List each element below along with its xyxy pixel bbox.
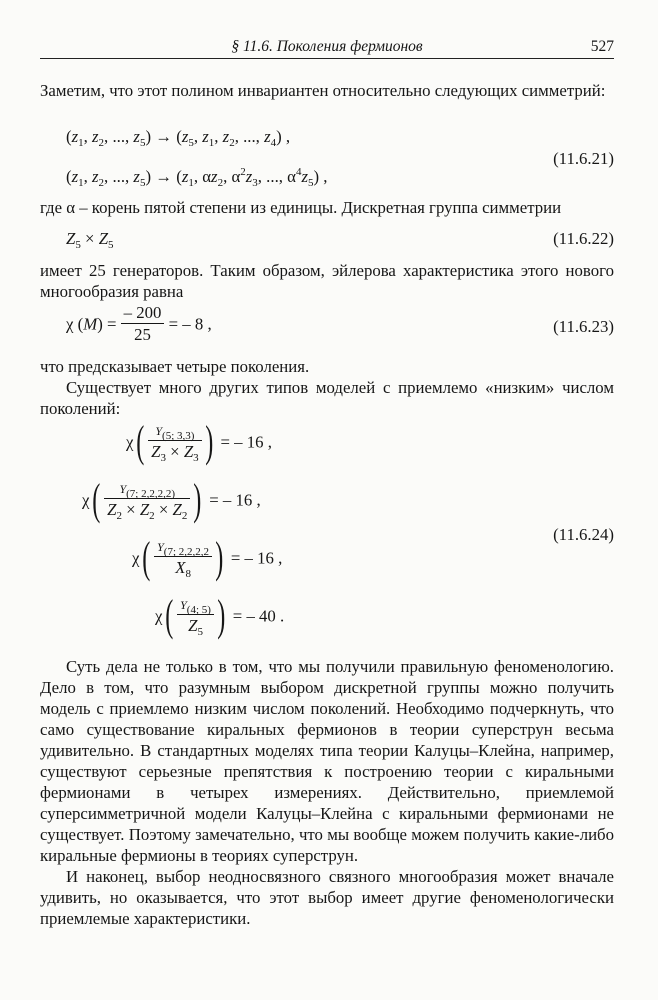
- equation-11-6-23: χ (M) = $\frac{- 200}{25}$ = – 8 ,: [66, 303, 212, 344]
- section-title: § 11.6. Поколения фермионов: [231, 38, 423, 55]
- paragraph-symmetries-intro: Заметим, что этот полином инвариантен относительно следующих симметрий:: [40, 81, 606, 100]
- equation-number-11-6-21: (11.6.21): [553, 149, 614, 168]
- equation-result: = – 16 ,: [230, 548, 283, 568]
- paragraph-euler-characteristic: имеет 25 генераторов. Таким образом, эйлерова характеристика этого нового многообразия равна: [40, 261, 614, 301]
- fraction-200-over-25: [121, 303, 165, 345]
- equation-result: = – 16 ,: [220, 432, 272, 452]
- paragraph-phenomenology: Суть дела не только в том, что мы получили правильную феноменологию. Дело в том, что разумным выбором дискретной группы можно получить модель с приемлемо низким числом поколений. Необходимо подчеркнуть, что само существование киральных фермионов в теории суперструн весьма удивительно. В стандартных моделях типа теории Калуцы–Клейна, например, существуют серьезные препятствия к построению теории с киральными фермионами в четырех измерениях. Действительно, приемлемой суперсимметричной модели Калуцы–Клейна с киральными фермионами не существует. Поэтому замечательно, что мы вообще можем получить какие-либо киральные фермионы в теориях суперструн.: [40, 657, 614, 865]
- equation-11-6-22: $Z_5 \times Z_5$: [66, 229, 114, 251]
- equation-11-6-24-line4: χ( $\frac{Y_{(4; 5)}}{Z_5}$ ) = – 40 .: [155, 591, 285, 640]
- equation-11-6-21-line2: ($z_1$, $z_2$, ..., $z_5) \to (z_1$, $\alpha z_2$, $\alpha^2z_3$, ..., $\alpha^4z_5$) ,: [66, 166, 328, 189]
- paragraph-four-generations: что предсказывает четыре поколения.: [40, 357, 310, 376]
- fraction-numerator: – 200: [123, 303, 162, 322]
- paragraph-alpha-root: где α – корень пятой степени из единицы. Дискретная группа симметрии: [40, 198, 562, 217]
- equation-11-6-21-line1: ($z_1$, $z_2$, ..., $z_5) \to (z_5$, $z_1$, $z_2$, ..., $z_4$) ,: [66, 127, 291, 149]
- equation-result: = – 40 .: [232, 606, 285, 626]
- fraction-denominator: 25: [121, 323, 165, 345]
- equation-number-11-6-23: (11.6.23): [553, 317, 614, 336]
- equation-result: = – 8 ,: [168, 314, 212, 334]
- page-number: 527: [590, 38, 614, 55]
- equation-number-11-6-24: (11.6.24): [553, 525, 614, 544]
- equation-11-6-24-line3: χ( $\frac{Y_{(7; 2,2,2,2}}{X_8}$ ) = – 16 ,: [132, 533, 283, 582]
- equation-11-6-24-line2: χ( $\frac{Y_{(7; 2,2,2,2)}}{Z_2 \times Z_2 \times Z_2}$ ) = – 16 ,: [82, 475, 261, 524]
- paragraph-other-models: Существует много других типов моделей с приемлемо «низким» числом поколений:: [40, 378, 614, 418]
- running-header: [40, 34, 614, 56]
- paragraph-conclusion: И наконец, выбор неодносвязного связного многообразия может вначале удивить, но оказывается, что этот выбор имеет другие феноменологически приемлемые характеристики.: [40, 867, 614, 928]
- equation-number-11-6-22: (11.6.22): [553, 229, 614, 248]
- header-rule: [40, 58, 614, 59]
- equation-11-6-24-line1: χ( $\frac{Y_{(5; 3,3)}}{Z_3 \times Z_3}$ ) = – 16 ,: [126, 417, 272, 466]
- equation-result: = – 16 ,: [209, 490, 261, 510]
